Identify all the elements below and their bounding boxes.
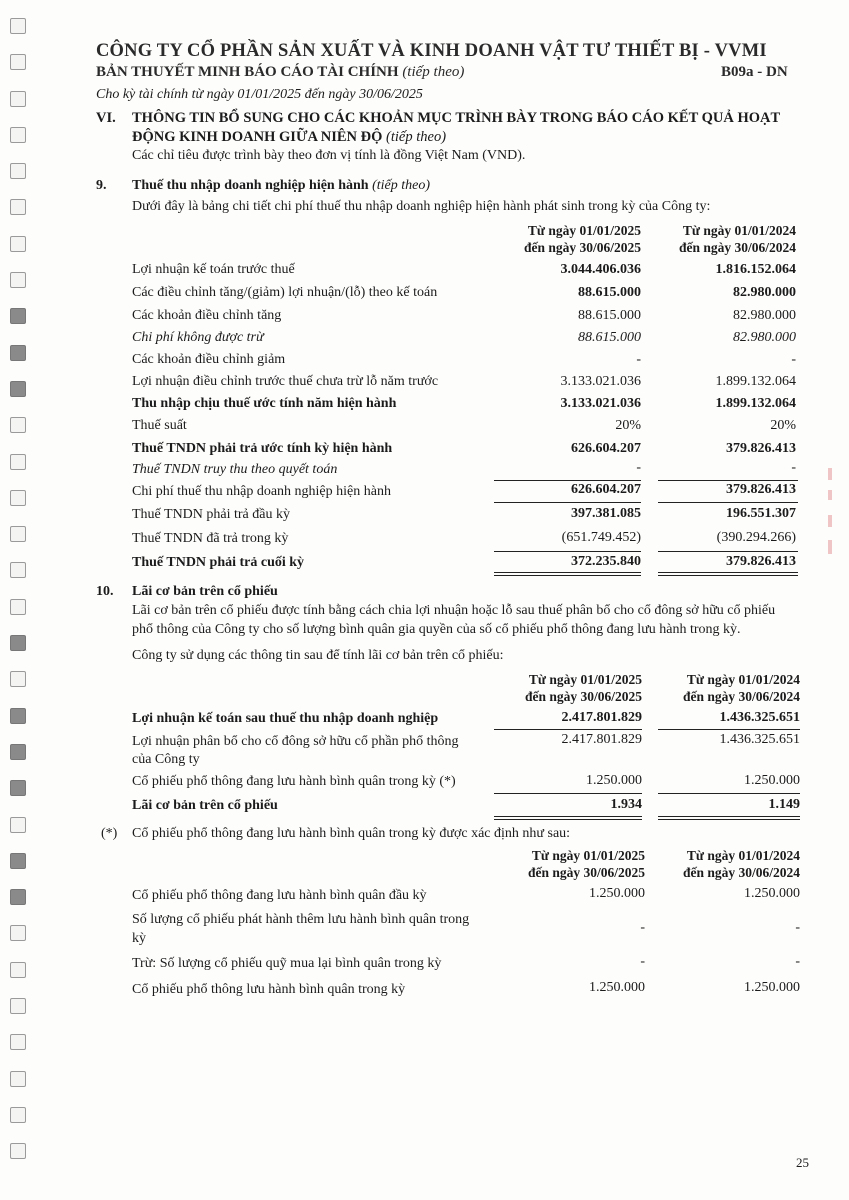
table-cell-2024: - <box>795 920 800 935</box>
table-row-label: Lợi nhuận kế toán trước thuế <box>132 262 295 277</box>
table-cell-2025: - <box>636 460 641 475</box>
table-cell-2024: - <box>795 954 800 969</box>
table-row-label: Thuế suất <box>132 418 187 433</box>
binding-ring <box>10 998 26 1014</box>
binding-ring <box>10 635 26 651</box>
binding-ring <box>10 345 26 361</box>
binding-ring <box>10 599 26 615</box>
table-cell-2025: 3.044.406.036 <box>560 262 641 277</box>
binding-ring <box>10 1071 26 1087</box>
page-number: 25 <box>796 1155 809 1170</box>
col-header-line: đến ngày 30/06/2024 <box>678 240 796 255</box>
binding-ring <box>10 962 26 978</box>
binding-ring <box>10 236 26 252</box>
col-header-line: Từ ngày 01/01/2025 <box>528 672 642 687</box>
section9-col1-header <box>470 222 641 256</box>
table-cell-2024: 1.816.152.064 <box>715 262 796 277</box>
binding-ring <box>10 780 26 796</box>
company-name: CÔNG TY CỔ PHẦN SẢN XUẤT VÀ KINH DOANH VẬT TƯ THIẾT BỊ - VVMI <box>96 41 767 61</box>
table-cell-2024: - <box>791 460 796 475</box>
binding-ring <box>10 925 26 941</box>
stamp-mark <box>828 515 832 527</box>
section9-intro: Dưới đây là bảng chi tiết chi phí thuế thu nhập doanh nghiệp hiện hành phát sinh trong kỳ của Công ty: <box>132 199 711 214</box>
col-header-line: Từ ngày 01/01/2024 <box>686 848 800 863</box>
table-row-label: Thuế TNDN truy thu theo quyết toán <box>132 462 338 477</box>
table-row-label: Lợi nhuận điều chỉnh trước thuế chưa trừ lỗ năm trước <box>132 374 439 389</box>
table-row-label-cont: của Công ty <box>132 752 200 767</box>
footnote-marker: (*) <box>101 826 118 841</box>
form-code: B09a - DN <box>721 64 788 80</box>
report-title-text: BẢN THUYẾT MINH BÁO CÁO TÀI CHÍNH <box>96 64 399 80</box>
col-header-line: Từ ngày 01/01/2024 <box>686 672 800 687</box>
table-cell-2024: 379.826.413 <box>726 441 796 456</box>
stamp-mark <box>828 490 832 500</box>
table-cell-2025: - <box>640 920 645 935</box>
table-row-label: Thuế TNDN phải trả ước tính kỳ hiện hành <box>132 441 393 456</box>
report-period: Cho kỳ tài chính từ ngày 01/01/2025 đến ngày 30/06/2025 <box>96 87 423 102</box>
subtotal-rule <box>658 480 798 481</box>
footnote-text: Cổ phiếu phổ thông đang lưu hành bình quân trong kỳ được xác định như sau: <box>132 826 571 841</box>
col-header-line: đến ngày 30/06/2024 <box>682 865 800 880</box>
table-row-label: Trừ: Số lượng cổ phiếu quỹ mua lại bình quân trong kỳ <box>132 956 442 971</box>
table-row-label: Cổ phiếu phổ thông đang lưu hành bình quân đầu kỳ <box>132 888 427 903</box>
subtotal-rule <box>494 551 641 552</box>
total-double-rule <box>494 572 641 576</box>
binding-ring <box>10 18 26 34</box>
binding-ring <box>10 889 26 905</box>
binding-ring <box>10 163 26 179</box>
binding-ring <box>10 199 26 215</box>
table-cell-2025: 626.604.207 <box>571 441 641 456</box>
table-cell-2025: 20% <box>615 418 641 433</box>
binding-ring <box>10 54 26 70</box>
total-double-rule <box>494 816 642 820</box>
table-cell-2025: 2.417.801.829 <box>561 732 642 747</box>
table-row-label: Lợi nhuận kế toán sau thuế thu nhập doanh nghiệp <box>132 711 439 726</box>
section10-intro: Công ty sử dụng các thông tin sau để tính lãi cơ bản trên cổ phiếu: <box>132 648 504 663</box>
table-row-label: Cổ phiếu phổ thông đang lưu hành bình quân trong kỳ (*) <box>132 774 456 789</box>
footnote-col2-header <box>640 847 800 881</box>
subtotal-rule <box>494 480 641 481</box>
section-vi-title-line2 <box>132 129 446 146</box>
binding-ring <box>10 454 26 470</box>
table-row-label: Cổ phiếu phổ thông lưu hành bình quân trong kỳ <box>132 982 406 997</box>
total-double-rule <box>658 572 798 576</box>
table-cell-2025: 3.133.021.036 <box>560 374 641 389</box>
table-cell-2025: 397.381.085 <box>571 506 641 521</box>
col-header-line: Từ ngày 01/01/2025 <box>527 223 641 238</box>
binding-ring <box>10 417 26 433</box>
report-title <box>96 64 464 81</box>
subtotal-rule <box>494 502 641 503</box>
table-cell-2024: 82.980.000 <box>733 308 796 323</box>
table-row-label: Số lượng cổ phiếu phát hành thêm lưu hành bình quân trong <box>132 912 470 927</box>
binding-ring <box>10 1107 26 1123</box>
table-row-label: Thuế TNDN phải trả cuối kỳ <box>132 555 305 570</box>
binding-ring <box>10 1143 26 1159</box>
table-cell-2024: - <box>791 352 796 367</box>
table-cell-2024: 1.436.325.651 <box>719 732 800 747</box>
subtotal-rule <box>658 729 800 730</box>
report-title-suffix: (tiếp theo) <box>402 64 465 80</box>
table-cell-2024: 379.826.413 <box>726 554 796 569</box>
table-cell-2024: (390.294.266) <box>716 530 796 545</box>
binding-ring <box>10 490 26 506</box>
section9-title-suffix: (tiếp theo) <box>372 178 430 193</box>
binding-ring <box>10 817 26 833</box>
table-cell-2025: - <box>636 352 641 367</box>
binding-ring <box>10 853 26 869</box>
footnote-col1-header <box>470 847 645 881</box>
col-header-line: đến ngày 30/06/2025 <box>524 689 642 704</box>
subtotal-rule <box>494 793 642 794</box>
table-cell-2024: 196.551.307 <box>726 506 796 521</box>
table-cell-2025: - <box>640 954 645 969</box>
stamp-mark <box>828 468 832 480</box>
binding-ring <box>10 1034 26 1050</box>
table-row-label-cont: kỳ <box>132 931 146 946</box>
binding-ring <box>10 671 26 687</box>
section-vi-title-text: ĐỘNG KINH DOANH GIỮA NIÊN ĐỘ <box>132 129 383 145</box>
section-vi-note: Các chỉ tiêu được trình bày theo đơn vị tính là đồng Việt Nam (VND). <box>132 148 526 163</box>
table-row-label: Thuế TNDN đã trả trong kỳ <box>132 531 289 546</box>
table-row-label: Các khoản điều chỉnh tăng <box>132 308 282 323</box>
table-cell-2025: 626.604.207 <box>571 482 641 497</box>
section9-col2-header <box>640 222 796 256</box>
table-row-label: Thuế TNDN phải trả đầu kỳ <box>132 507 290 522</box>
table-cell-2024: 1.250.000 <box>744 980 800 995</box>
section10-number: 10. <box>96 584 114 599</box>
binding-ring <box>10 744 26 760</box>
table-cell-2025: 1.250.000 <box>589 886 645 901</box>
col-header-line: đến ngày 30/06/2025 <box>523 240 641 255</box>
binding-ring <box>10 308 26 324</box>
subtotal-rule <box>658 551 798 552</box>
table-cell-2024: 379.826.413 <box>726 482 796 497</box>
binding-ring <box>10 272 26 288</box>
binding-ring <box>10 91 26 107</box>
section-vi-number: VI. <box>96 110 116 126</box>
section9-title <box>132 178 430 194</box>
table-row-label: Lợi nhuận phân bổ cho cổ đông sở hữu cổ phần phổ thông <box>132 734 459 749</box>
table-cell-2025: 1.934 <box>610 797 642 812</box>
table-row-label: Lãi cơ bản trên cổ phiếu <box>132 798 278 813</box>
table-row-label: Thu nhập chịu thuế ước tính năm hiện hành <box>132 396 397 411</box>
table-cell-2025: 2.417.801.829 <box>561 710 642 725</box>
table-cell-2025: 88.615.000 <box>578 308 641 323</box>
table-cell-2025: (651.749.452) <box>561 530 641 545</box>
col-header-line: Từ ngày 01/01/2025 <box>531 848 645 863</box>
section10-col1-header <box>470 671 642 705</box>
binding-rings <box>6 18 32 1180</box>
section-vi-title-line1: THÔNG TIN BỔ SUNG CHO CÁC KHOẢN MỤC TRÌNH BÀY TRONG BÁO CÁO KẾT QUẢ HOẠT <box>132 110 781 126</box>
section9-title-text: Thuế thu nhập doanh nghiệp hiện hành <box>132 178 369 193</box>
table-row-label: Chi phí không được trừ <box>132 330 264 345</box>
table-cell-2024: 1.250.000 <box>744 886 800 901</box>
table-row-label: Các điều chỉnh tăng/(giảm) lợi nhuận/(lỗ) theo kế toán <box>132 285 438 300</box>
binding-ring <box>10 381 26 397</box>
subtotal-rule <box>658 502 798 503</box>
section10-para-line1: Lãi cơ bản trên cổ phiếu được tính bằng cách chia lợi nhuận hoặc lỗ sau thuế phân bổ cho cổ đông sở hữu cổ phiếu <box>132 603 776 618</box>
table-cell-2025: 1.250.000 <box>589 980 645 995</box>
section10-col2-header <box>640 671 800 705</box>
col-header-line: Từ ngày 01/01/2024 <box>682 223 796 238</box>
table-cell-2025: 3.133.021.036 <box>560 396 641 411</box>
stamp-mark <box>828 540 832 554</box>
table-cell-2024: 1.436.325.651 <box>719 710 800 725</box>
subtotal-rule <box>494 729 642 730</box>
table-row-label: Các khoản điều chỉnh giảm <box>132 352 286 367</box>
section10-para-line2: phổ thông của Công ty cho số lượng bình quân gia quyền của số cổ phiếu phổ thông đang lưu hành trong kỳ. <box>132 622 741 637</box>
table-cell-2025: 88.615.000 <box>578 285 641 300</box>
table-cell-2024: 1.899.132.064 <box>715 374 796 389</box>
binding-ring <box>10 708 26 724</box>
table-cell-2025: 372.235.840 <box>571 554 641 569</box>
table-cell-2024: 1.250.000 <box>744 773 800 788</box>
binding-ring <box>10 526 26 542</box>
table-cell-2024: 82.980.000 <box>733 285 796 300</box>
table-cell-2025: 88.615.000 <box>578 330 641 345</box>
section9-number: 9. <box>96 178 107 193</box>
section-vi-title-suffix: (tiếp theo) <box>386 129 447 145</box>
table-cell-2024: 82.980.000 <box>733 330 796 345</box>
table-cell-2025: 1.250.000 <box>586 773 642 788</box>
table-cell-2024: 1.149 <box>768 797 800 812</box>
col-header-line: đến ngày 30/06/2025 <box>527 865 645 880</box>
table-cell-2024: 20% <box>770 418 796 433</box>
total-double-rule <box>658 816 800 820</box>
col-header-line: đến ngày 30/06/2024 <box>682 689 800 704</box>
table-cell-2024: 1.899.132.064 <box>715 396 796 411</box>
table-row-label: Chi phí thuế thu nhập doanh nghiệp hiện hành <box>132 484 391 499</box>
binding-ring <box>10 562 26 578</box>
binding-ring <box>10 127 26 143</box>
section10-title: Lãi cơ bản trên cổ phiếu <box>132 584 278 599</box>
subtotal-rule <box>658 793 800 794</box>
